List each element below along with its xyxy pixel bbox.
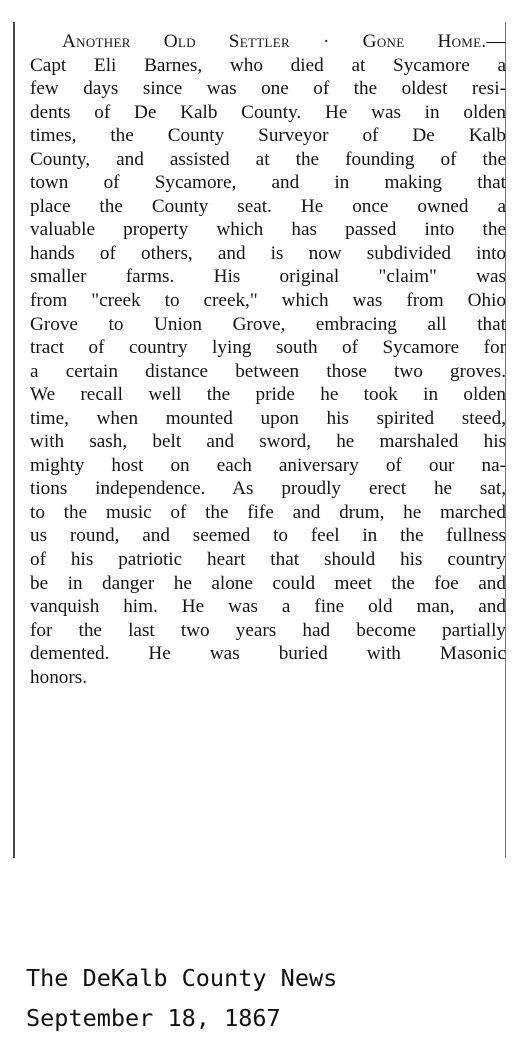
article-line: tions independence. As proudly erect he sat, — [30, 478, 506, 500]
article-line: from "creek to creek," which was from Ohio — [30, 290, 506, 312]
article-line: County, and assisted at the founding of the — [30, 148, 506, 170]
clipping-left-border — [13, 22, 15, 858]
article-line: with sash, belt and sword, he marshaled his — [30, 431, 506, 453]
article-line: time, when mounted upon his spirited steed, — [30, 407, 506, 429]
article-line: times, the County Surveyor of De Kalb — [30, 125, 506, 147]
article-line: Grove to Union Grove, embracing all that — [30, 313, 506, 335]
article-line: Capt Eli Barnes, who died at Sycamore a — [30, 54, 506, 76]
article-line: We recall well the pride he took in olden — [30, 384, 506, 406]
article-line: valuable property which has passed into the — [30, 219, 506, 241]
article-line: to the music of the fife and drum, he marched — [30, 501, 506, 523]
article-line: hands of others, and is now subdivided into — [30, 242, 506, 264]
article-line: demented. He was buried with Masonic — [30, 643, 506, 665]
article-line: few days since was one of the oldest resi- — [30, 78, 506, 100]
article-line: place the County seat. He once owned a — [30, 195, 506, 217]
newspaper-name: The DeKalb County News — [26, 964, 338, 992]
article-line: for the last two years had become partially — [30, 619, 506, 641]
source-caption — [26, 958, 337, 1038]
article-line: tract of country lying south of Sycamore for — [30, 337, 506, 359]
article-line: dents of De Kalb County. He was in olden — [30, 101, 506, 123]
article-headline: Another Old Settler · Gone Home.— — [62, 31, 506, 52]
article-line: honors. — [30, 666, 88, 688]
article-line: be in danger he alone could meet the foe and — [30, 572, 506, 594]
article-line: smaller farms. His original "claim" was — [30, 266, 506, 288]
obituary-article — [30, 30, 506, 689]
article-line: vanquish him. He was a fine old man, and — [30, 596, 506, 618]
article-line: town of Sycamore, and in making that — [30, 172, 506, 194]
publication-date: September 18, 1867 — [26, 1004, 281, 1032]
article-line: of his patriotic heart that should his country — [30, 549, 506, 571]
article-line: us round, and seemed to feel in the fullness — [30, 525, 506, 547]
article-line: mighty host on each aniversary of our na- — [30, 454, 506, 476]
article-line: a certain distance between those two groves. — [30, 360, 506, 382]
